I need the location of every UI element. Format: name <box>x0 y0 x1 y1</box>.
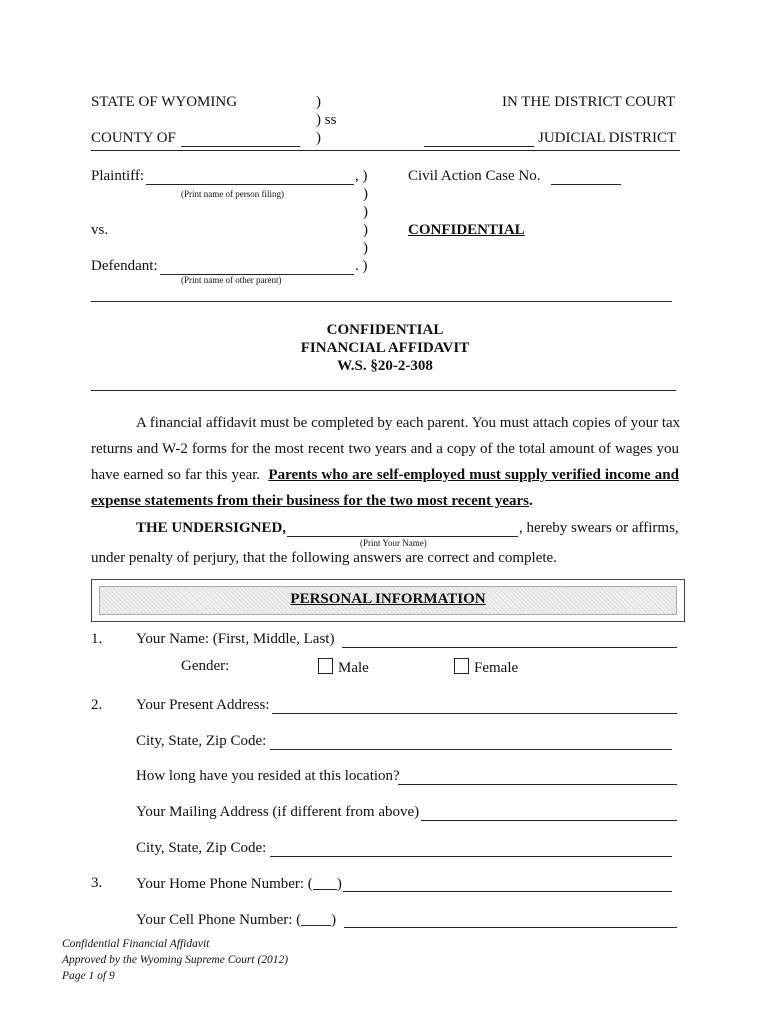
doc-title-line2: FINANCIAL AFFIDAVIT <box>300 340 470 356</box>
court-label: IN THE DISTRICT COURT <box>502 94 676 110</box>
mailing-address-label: Your Mailing Address (if different from above) <box>136 804 420 820</box>
cell-phone-label: Your Cell Phone Number: ( ) <box>136 912 337 928</box>
confidential-label: CONFIDENTIAL <box>408 222 525 238</box>
footer-form-name: Confidential Financial Affidavit <box>62 938 210 950</box>
caption-paren: ) <box>363 222 368 238</box>
caption-paren: ) <box>363 186 368 202</box>
male-option[interactable] <box>318 658 369 677</box>
mailing-city-state-zip-label: City, State, Zip Code: <box>136 840 267 856</box>
full-name-field[interactable] <box>342 647 677 648</box>
defendant-hint: (Print name of other parent) <box>181 275 282 285</box>
caption-paren: . ) <box>355 258 368 274</box>
plaintiff-hint: (Print name of person filing) <box>181 189 284 199</box>
q1-number: 1. <box>91 631 103 647</box>
undersigned-label: THE UNDERSIGNED, <box>136 520 287 536</box>
residence-duration-field[interactable] <box>398 784 677 785</box>
county-label: COUNTY OF <box>91 130 176 146</box>
mailing-city-state-zip-field[interactable] <box>270 856 672 857</box>
case-number-field[interactable] <box>551 184 621 185</box>
intro-line-1: A financial affidavit must be completed by each parent. You must attach copies of your tax <box>136 415 681 431</box>
city-state-zip-field[interactable] <box>270 749 672 750</box>
female-label: Female <box>474 660 519 676</box>
gender-label: Gender: <box>181 658 230 674</box>
state-label: STATE OF WYOMING <box>91 94 238 110</box>
vs-label: vs. <box>91 222 109 238</box>
footer-approval: Approved by the Wyoming Supreme Court (2012) <box>62 954 289 966</box>
parties-rule <box>91 301 672 302</box>
male-label: Male <box>338 660 369 676</box>
intro-line-4: expense statements from their business for the two most recent years. <box>91 493 533 509</box>
defendant-label: Defendant: <box>91 258 158 274</box>
home-phone-field[interactable] <box>343 891 672 892</box>
judicial-district-label: JUDICIAL DISTRICT <box>538 130 677 146</box>
intro-line-3: have earned so far this year. Parents who are self-employed must supply verified income and <box>91 467 679 483</box>
plaintiff-name-field[interactable] <box>146 184 354 185</box>
q3-number: 3. <box>91 875 103 891</box>
plaintiff-label: Plaintiff: <box>91 168 145 184</box>
caption-paren: , ) <box>355 168 368 184</box>
print-name-hint: (Print Your Name) <box>360 538 427 548</box>
male-checkbox[interactable] <box>318 658 333 674</box>
caption-paren: ) <box>316 130 321 146</box>
cell-phone-field[interactable] <box>344 927 677 928</box>
perjury-text: under penalty of perjury, that the following answers are correct and complete. <box>91 550 557 566</box>
city-state-zip-label: City, State, Zip Code: <box>136 733 267 749</box>
case-number-label: Civil Action Case No. <box>408 168 541 184</box>
q1-label: Your Name: (First, Middle, Last) <box>136 631 335 647</box>
caption-paren: ) <box>316 94 321 110</box>
caption-paren-ss: ) ss <box>316 112 337 128</box>
caption-rule <box>91 150 680 151</box>
intro-line-2: returns and W-2 forms for the most recent two years and a copy of the total amount of wages you <box>91 441 679 457</box>
cell-phone-area-code-field[interactable] <box>301 911 331 926</box>
county-field[interactable] <box>181 146 300 147</box>
title-rule <box>91 390 676 391</box>
female-option[interactable] <box>454 658 518 677</box>
female-checkbox[interactable] <box>454 658 469 674</box>
caption-paren: ) <box>363 204 368 220</box>
footer-page-number: Page 1 of 9 <box>62 970 115 982</box>
home-phone-label: Your Home Phone Number: ( ) <box>136 876 342 892</box>
caption-paren: ) <box>363 240 368 256</box>
q2-number: 2. <box>91 697 103 713</box>
home-phone-area-code-field[interactable] <box>313 875 337 890</box>
your-name-sign-field[interactable] <box>287 536 518 537</box>
district-number-field[interactable] <box>424 146 534 147</box>
section-heading: PERSONAL INFORMATION <box>290 591 486 607</box>
doc-title-statute: W.S. §20-2-308 <box>337 358 433 374</box>
swears-text: , hereby swears or affirms, <box>519 520 679 536</box>
residence-duration-label: How long have you resided at this location? <box>136 768 400 784</box>
address-field[interactable] <box>272 713 677 714</box>
address-label: Your Present Address: <box>136 697 270 713</box>
mailing-address-field[interactable] <box>421 820 677 821</box>
doc-title-line1: CONFIDENTIAL <box>326 322 444 338</box>
